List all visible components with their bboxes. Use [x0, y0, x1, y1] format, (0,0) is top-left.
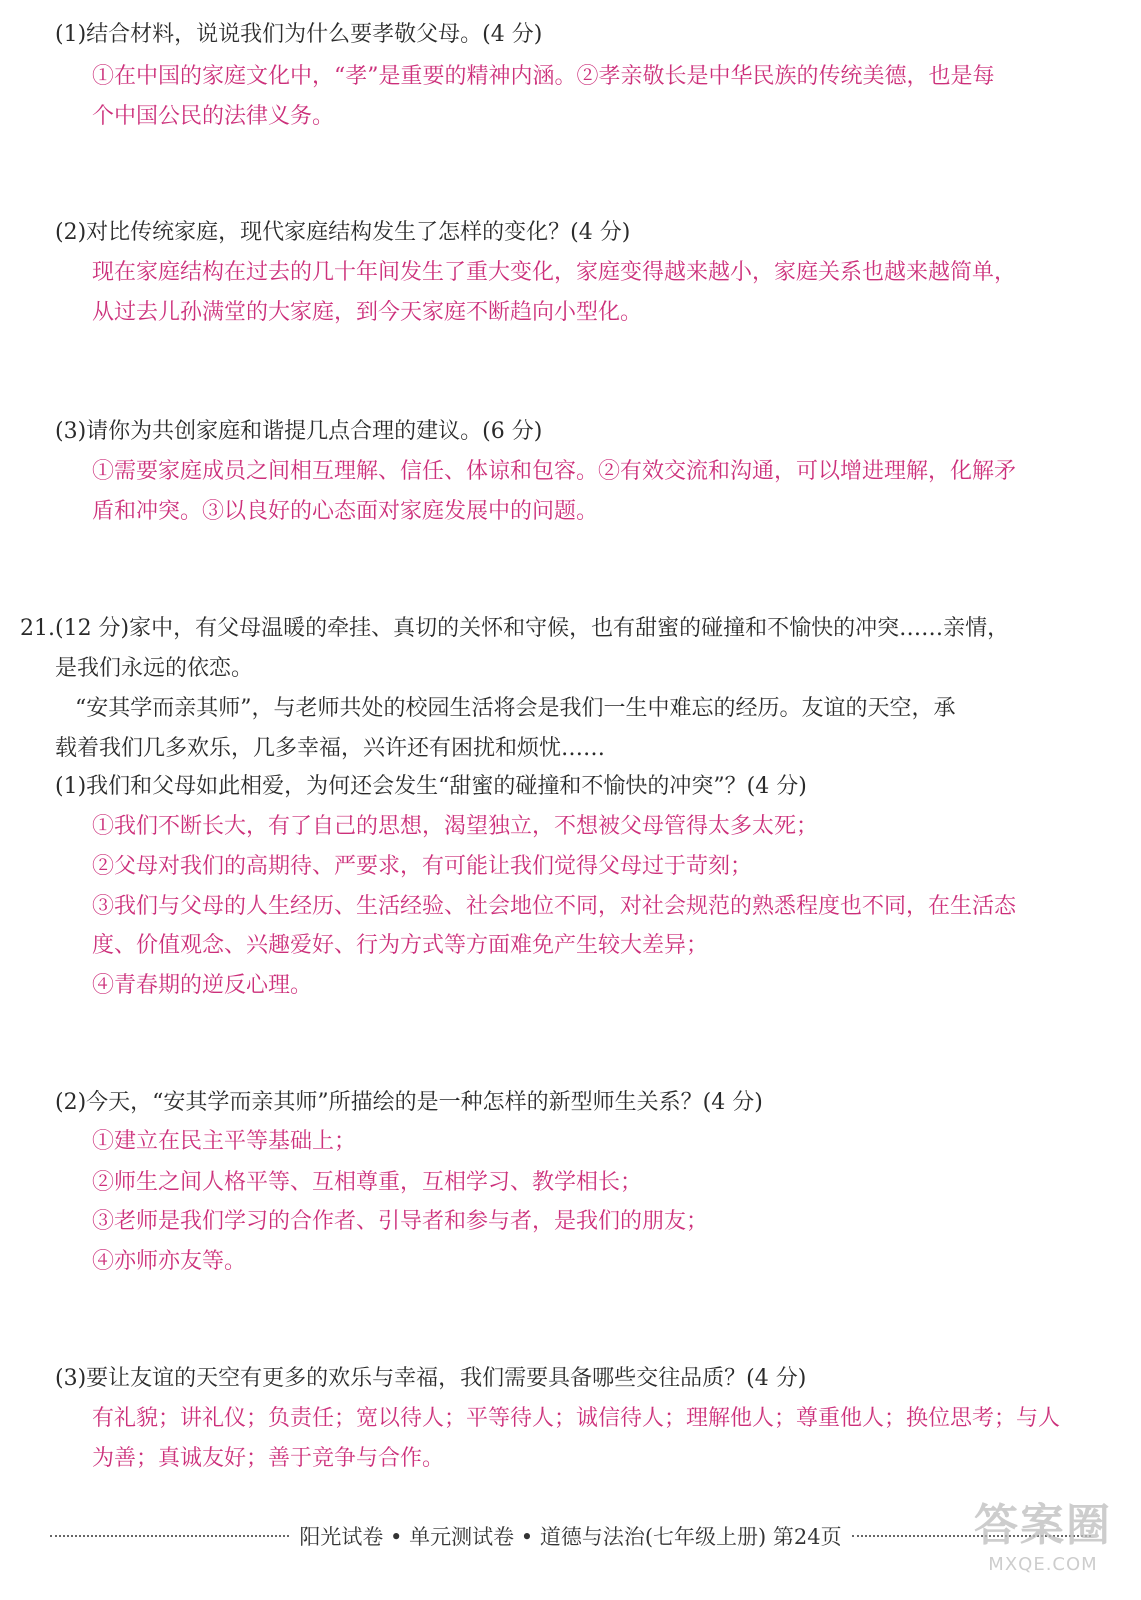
q20-1-answer-line: 个中国公民的法律义务。 [92, 104, 335, 129]
q21-2-question: (2)今天，“安其学而亲其师”所描绘的是一种怎样的新型师生关系？(4 分) [55, 1090, 763, 1115]
q20-3-answer-line: 盾和冲突。③以良好的心态面对家庭发展中的问题。 [92, 499, 599, 524]
q20-2-answer-line: 从过去儿孙满堂的大家庭，到今天家庭不断趋向小型化。 [92, 300, 643, 325]
q21-2-answer-line: ③老师是我们学习的合作者、引导者和参与者，是我们的朋友； [92, 1209, 709, 1234]
q21-2-answer-line: ②师生之间人格平等、互相尊重，互相学习、教学相长； [92, 1170, 643, 1195]
q21-stem-line: 是我们永远的依恋。 [55, 656, 254, 681]
q20-2-question: (2)对比传统家庭，现代家庭结构发生了怎样的变化？(4 分) [55, 220, 631, 245]
q21-stem-line: “安其学而亲其师”，与老师共处的校园生活将会是我们一生中难忘的经历。友谊的天空，承 [75, 696, 956, 721]
q20-1-answer-line: ①在中国的家庭文化中，“孝”是重要的精神内涵。②孝亲敬长是中华民族的传统美德，也是每 [92, 64, 995, 89]
q20-3-question: (3)请你为共创家庭和谐提几点合理的建议。(6 分) [55, 419, 543, 444]
q21-1-answer-line: ②父母对我们的高期待、严要求，有可能让我们觉得父母过于苛刻； [92, 854, 753, 879]
q20-1-question: (1)结合材料，说说我们为什么要孝敬父母。(4 分) [55, 22, 543, 47]
q21-3-question: (3)要让友谊的天空有更多的欢乐与幸福，我们需要具备哪些交往品质？(4 分) [55, 1366, 807, 1391]
q21-1-answer-line: ③我们与父母的人生经历、生活经验、社会地位不同，对社会规范的熟悉程度也不同，在生活态 [92, 894, 1017, 919]
q20-2-answer-line: 现在家庭结构在过去的几十年间发生了重大变化，家庭变得越来越小，家庭关系也越来越简单， [92, 260, 1017, 285]
q21-stem-line: 载着我们几多欢乐，几多幸福，兴许还有困扰和烦忧…… [55, 736, 606, 761]
q21-2-answer-line: ①建立在民主平等基础上； [92, 1129, 357, 1154]
q21-2-answer-line: ④亦师亦友等。 [92, 1249, 247, 1274]
watermark-logo [963, 1498, 1123, 1594]
q21-3-answer-line: 有礼貌；讲礼仪；负责任；宽以待人；平等待人；诚信待人；理解他人；尊重他人；换位思考；与人 [92, 1406, 1061, 1431]
footer-text: 阳光试卷 • 单元测试卷 • 道德与法治(七年级上册) 第24页 [299, 1525, 842, 1549]
watermark-url: MXQE.COM [988, 1554, 1098, 1575]
q20-3-answer-line: ①需要家庭成员之间相互理解、信任、体谅和包容。②有效交流和沟通，可以增进理解，化解矛 [92, 459, 1017, 484]
watermark-logo-text: 答案圈 [974, 1500, 1112, 1551]
page-footer [40, 1521, 1101, 1551]
q21-1-answer-line: ④青春期的逆反心理。 [92, 973, 313, 998]
footer-divider-left [50, 1535, 289, 1537]
q21-1-answer-line: ①我们不断长大，有了自己的思想，渴望独立，不想被父母管得太多太死； [92, 814, 819, 839]
q21-3-answer-line: 为善；真诚友好；善于竞争与合作。 [92, 1446, 445, 1471]
q21-stem-line: 21.(12 分)家中，有父母温暖的牵挂、真切的关怀和守候，也有甜蜜的碰撞和不愉快的冲突……亲情， [20, 616, 1010, 641]
q21-1-question: (1)我们和父母如此相爱，为何还会发生“甜蜜的碰撞和不愉快的冲突”？(4 分) [55, 774, 807, 799]
q21-1-answer-line: 度、价值观念、兴趣爱好、行为方式等方面难免产生较大差异； [92, 933, 709, 958]
